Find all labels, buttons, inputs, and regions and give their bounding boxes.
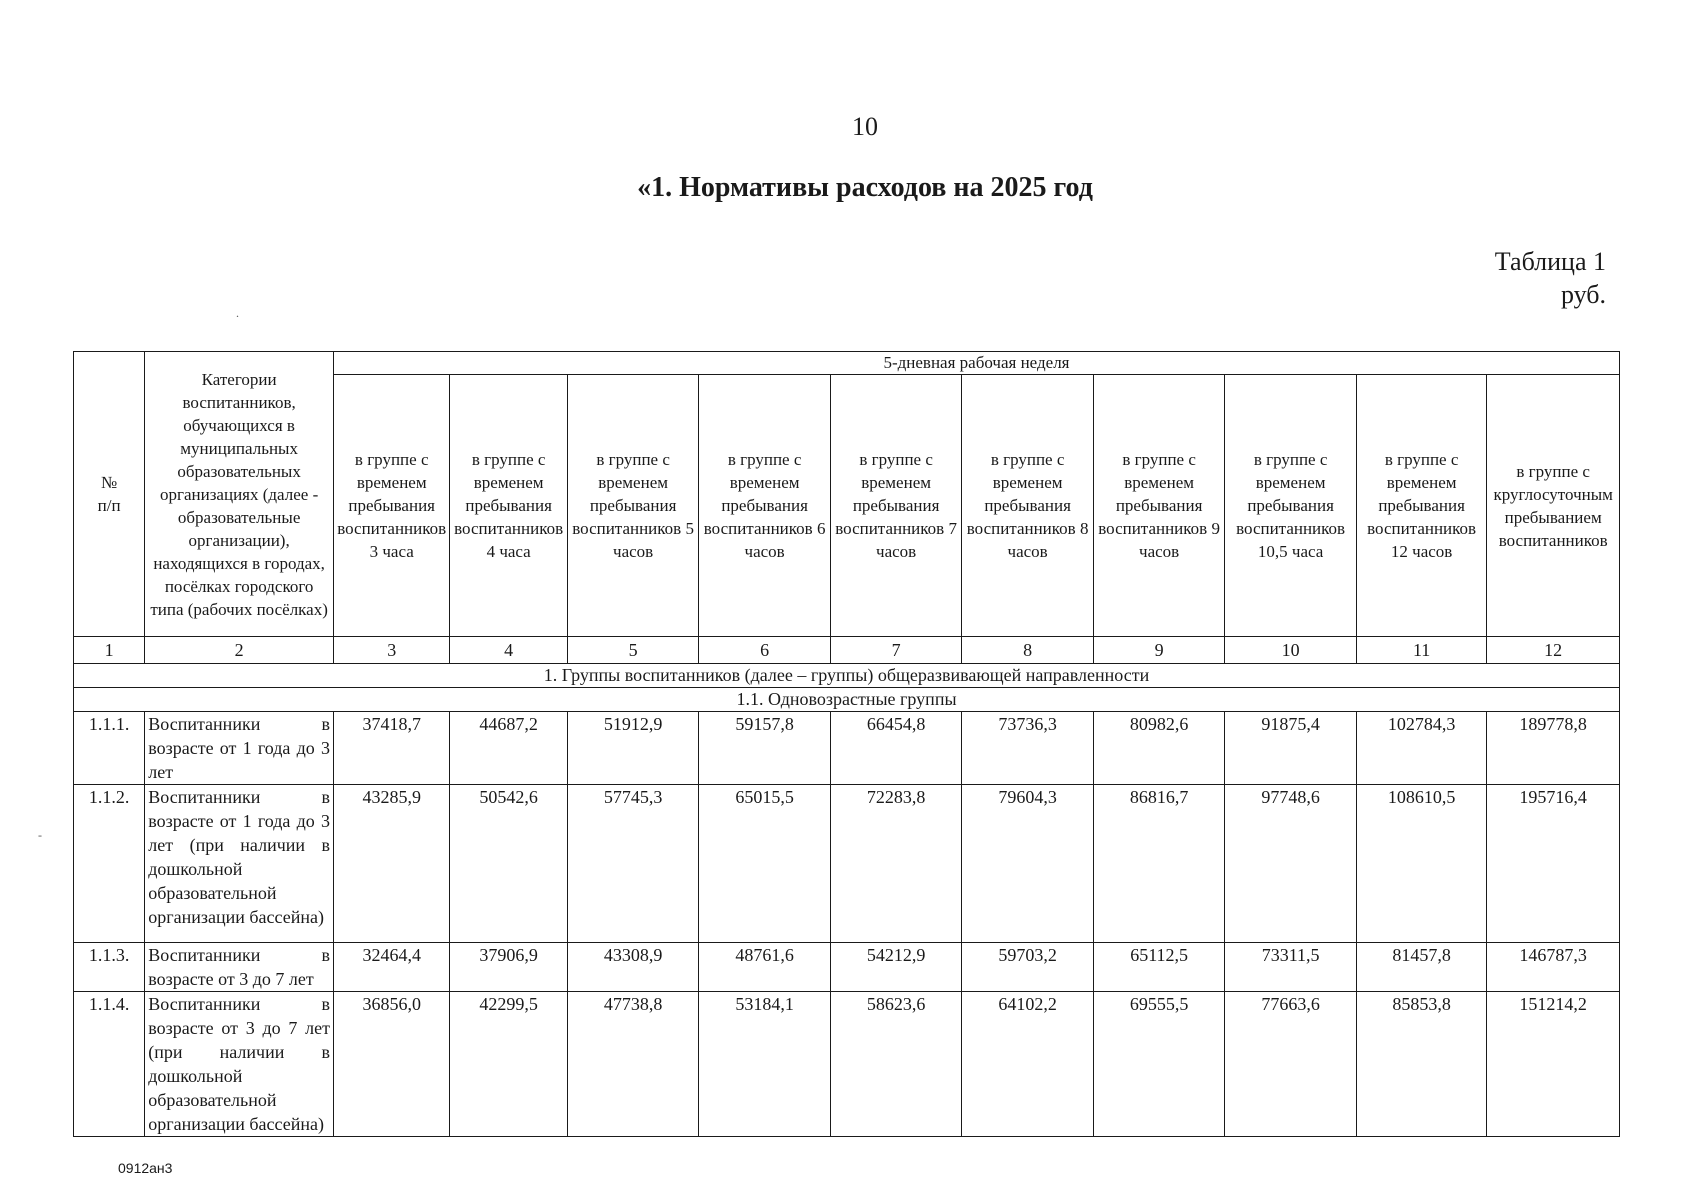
row-category: Воспитанники в возрасте от 1 года до 3 лет	[145, 712, 334, 785]
row-number: 1.1.3.	[74, 943, 145, 992]
subsection-title: 1.1. Одновозрастные группы	[74, 688, 1620, 712]
value-cell: 73311,5	[1225, 943, 1357, 992]
header-value-col: в группе с временем пребывания воспитанников 3 часа	[333, 375, 449, 637]
value-cell: 69555,5	[1093, 992, 1225, 1137]
value-cell: 77663,6	[1225, 992, 1357, 1137]
column-number-cell: 6	[699, 637, 831, 664]
column-number-cell: 12	[1487, 637, 1620, 664]
header-value-col: в группе с временем пребывания воспитанников 8 часов	[962, 375, 1094, 637]
value-cell: 146787,3	[1487, 943, 1620, 992]
row-number: 1.1.4.	[74, 992, 145, 1137]
header-value-col: в группе с временем пребывания воспитанников 12 часов	[1356, 375, 1487, 637]
currency-unit: руб.	[1560, 280, 1606, 309]
scan-speck: .	[236, 306, 239, 320]
value-cell: 50542,6	[450, 785, 567, 943]
row-number: 1.1.2.	[74, 785, 145, 943]
subsection-row	[74, 688, 1620, 712]
value-cell: 32464,4	[333, 943, 449, 992]
value-cell: 59157,8	[699, 712, 831, 785]
value-cell: 195716,4	[1487, 785, 1620, 943]
scan-speck: -	[38, 828, 42, 842]
column-number-cell: 2	[145, 637, 334, 664]
row-number: 1.1.1.	[74, 712, 145, 785]
header-value-col: в группе с временем пребывания воспитанников 7 часов	[830, 375, 962, 637]
section-row	[74, 664, 1620, 688]
value-cell: 102784,3	[1356, 712, 1487, 785]
header-row-group	[74, 352, 1620, 375]
column-number-row	[74, 637, 1620, 664]
value-cell: 59703,2	[962, 943, 1094, 992]
column-number-cell: 10	[1225, 637, 1357, 664]
column-number-cell: 3	[333, 637, 449, 664]
value-cell: 65015,5	[699, 785, 831, 943]
row-category: Воспитанники в возрасте от 3 до 7 лет	[145, 943, 334, 992]
value-cell: 151214,2	[1487, 992, 1620, 1137]
value-cell: 79604,3	[962, 785, 1094, 943]
value-cell: 47738,8	[567, 992, 699, 1137]
value-cell: 37906,9	[450, 943, 567, 992]
column-number-cell: 4	[450, 637, 567, 664]
value-cell: 66454,8	[830, 712, 962, 785]
column-number-cell: 9	[1093, 637, 1225, 664]
page-number: 10	[852, 112, 878, 141]
value-cell: 81457,8	[1356, 943, 1487, 992]
value-cell: 108610,5	[1356, 785, 1487, 943]
value-cell: 65112,5	[1093, 943, 1225, 992]
table-row	[74, 712, 1620, 785]
value-cell: 37418,7	[333, 712, 449, 785]
value-cell: 91875,4	[1225, 712, 1357, 785]
header-group-5day-week: 5-дневная рабочая неделя	[333, 352, 1619, 375]
section-title: 1. Группы воспитанников (далее – группы) общеразвивающей направленности	[74, 664, 1620, 688]
column-number-cell: 5	[567, 637, 699, 664]
value-cell: 57745,3	[567, 785, 699, 943]
value-cell: 43285,9	[333, 785, 449, 943]
value-cell: 72283,8	[830, 785, 962, 943]
value-cell: 64102,2	[962, 992, 1094, 1137]
header-value-col: в группе с временем пребывания воспитанников 4 часа	[450, 375, 567, 637]
value-cell: 36856,0	[333, 992, 449, 1137]
value-cell: 54212,9	[830, 943, 962, 992]
header-value-col: в группе с круглосуточным пребыванием воспитанников	[1487, 375, 1620, 637]
row-category: Воспитанники в возрасте от 1 года до 3 лет (при наличии в дошкольной образовательной организации бассейна)	[145, 785, 334, 943]
value-cell: 97748,6	[1225, 785, 1357, 943]
norms-table	[73, 351, 1620, 1137]
table-number: Таблица 1	[1494, 247, 1606, 276]
column-number-cell: 8	[962, 637, 1094, 664]
value-cell: 80982,6	[1093, 712, 1225, 785]
value-cell: 85853,8	[1356, 992, 1487, 1137]
header-rowno: № п/п	[74, 352, 145, 637]
header-value-col: в группе с временем пребывания воспитанников 10,5 часа	[1225, 375, 1357, 637]
value-cell: 43308,9	[567, 943, 699, 992]
value-cell: 189778,8	[1487, 712, 1620, 785]
table-row	[74, 785, 1620, 943]
table-row	[74, 943, 1620, 992]
value-cell: 48761,6	[699, 943, 831, 992]
header-category: Категории воспитанников, обучающихся в муниципальных образовательных организациях (далее - образовательные организации), находящихся в городах, посёлках городского типа (рабочих посёлках)	[145, 352, 334, 637]
value-cell: 58623,6	[830, 992, 962, 1137]
row-category: Воспитанники в возрасте от 3 до 7 лет (при наличии в дошкольной образовательной организации бассейна)	[145, 992, 334, 1137]
document-title: «1. Нормативы расходов на 2025 год	[637, 172, 1093, 203]
footer-document-code: 0912ан3	[118, 1160, 173, 1176]
header-value-col: в группе с временем пребывания воспитанников 9 часов	[1093, 375, 1225, 637]
value-cell: 53184,1	[699, 992, 831, 1137]
table-label-block	[1495, 245, 1606, 311]
value-cell: 86816,7	[1093, 785, 1225, 943]
column-number-cell: 7	[830, 637, 962, 664]
value-cell: 44687,2	[450, 712, 567, 785]
table-row	[74, 992, 1620, 1137]
value-cell: 51912,9	[567, 712, 699, 785]
header-value-col: в группе с временем пребывания воспитанников 6 часов	[699, 375, 831, 637]
column-number-cell: 1	[74, 637, 145, 664]
header-value-col: в группе с временем пребывания воспитанников 5 часов	[567, 375, 699, 637]
value-cell: 73736,3	[962, 712, 1094, 785]
column-number-cell: 11	[1356, 637, 1487, 664]
value-cell: 42299,5	[450, 992, 567, 1137]
